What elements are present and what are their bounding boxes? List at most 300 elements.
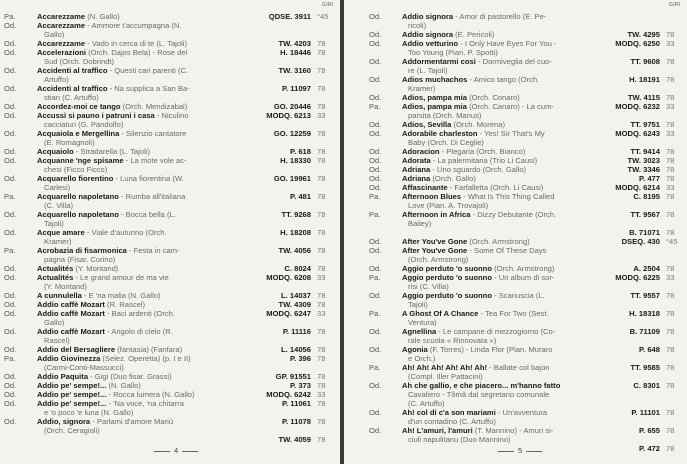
entry-title: Addio Giovinezza	[37, 354, 101, 363]
entry-continuation	[344, 84, 687, 93]
catalog-entry	[344, 39, 687, 57]
rpm-speed: 78	[666, 75, 675, 84]
catalog-number: H. 18191	[629, 75, 660, 84]
entry-text	[37, 48, 187, 57]
entry-prefix: Pa.	[369, 273, 381, 282]
entry-title: Ah! col di c'a son mariami	[402, 408, 496, 417]
catalog-number: GO. 19961	[273, 174, 311, 183]
entry-performer: (R. Rascel)	[104, 300, 146, 309]
rpm-speed: 78	[317, 228, 326, 237]
entry-line	[0, 48, 340, 57]
entry-title: Aggio perduto 'o suonno	[402, 291, 492, 300]
entry-prefix: Od.	[4, 309, 17, 318]
entry-prefix: Od.	[4, 174, 17, 183]
entry-title: Afternoon in Africa	[402, 210, 471, 219]
continuation-text: stian (C. Artuffo)	[44, 93, 99, 102]
entry-performer: (Selez. Operetta) (p. I e II)	[100, 354, 191, 363]
catalog-number: TT. 9414	[630, 147, 660, 156]
rpm-speed: 78	[666, 426, 675, 435]
catalog-number: TT. 9268	[281, 210, 311, 219]
continuation-text: (Orch. Ceragioli)	[44, 426, 100, 435]
entry-text	[402, 165, 526, 174]
entry-performer: - Na supplica a San Ba-	[107, 84, 190, 93]
continuation-text: ciuli napulitanu (Duo Mannino)	[408, 435, 511, 444]
rpm-speed: 78	[666, 264, 675, 273]
continuation-text: re (L. Tajoli)	[408, 66, 448, 75]
catalog-number: L. 14037	[281, 291, 311, 300]
catalog-number: TW. 4309	[278, 300, 311, 309]
catalog-entry	[0, 273, 340, 291]
entry-title: Addio signora	[402, 30, 454, 39]
catalog-number: C. 8301	[633, 381, 660, 390]
rpm-speed: 78	[666, 156, 675, 165]
entry-performer: - Some Of These Days	[467, 246, 547, 255]
entry-title: Accarezzame	[37, 12, 86, 21]
entry-performer: - What Is This Thing Called	[461, 192, 555, 201]
entry-line	[344, 75, 687, 84]
continuation-text: rale scuola « Rinnovata »)	[408, 336, 497, 345]
entry-text	[402, 120, 505, 129]
entry-text	[402, 363, 550, 372]
left-page	[0, 0, 340, 464]
catalog-number: MODQ. 6242	[266, 390, 311, 399]
catalog-entry	[0, 372, 340, 381]
entry-prefix: Od.	[369, 246, 382, 255]
entry-text	[37, 246, 180, 255]
entry-performer: - E 'na malia (N. Gallo)	[81, 291, 161, 300]
rpm-speed: 33	[666, 183, 675, 192]
continuation-text: e 'o poco 'e luna (N. Gallo)	[44, 408, 134, 417]
entry-line	[344, 165, 687, 174]
catalog-number: GP. 91551	[275, 372, 311, 381]
continuation-text: Tajoli)	[408, 300, 428, 309]
rpm-speed: 78	[317, 372, 326, 381]
entry-title: Addormentarmi così	[402, 57, 476, 66]
entry-line	[0, 390, 340, 399]
entry-title: Ah che gallio, e che piacero... m'hanno fatto	[402, 381, 561, 390]
entry-prefix: Od.	[369, 381, 382, 390]
rpm-speed: 78	[666, 30, 675, 39]
entry-line	[0, 381, 340, 390]
catalog-entry	[344, 165, 687, 174]
catalog-number: TW. 4059	[278, 435, 311, 444]
entry-line	[0, 273, 340, 282]
catalog-entry	[0, 102, 340, 111]
entry-title: Acquaiola e Mergellina	[37, 129, 120, 138]
catalog-entry	[344, 57, 687, 75]
entry-text	[37, 156, 187, 165]
entry-title: Actualités	[37, 273, 74, 282]
rpm-speed: 78	[666, 210, 675, 219]
catalog-entry	[0, 300, 340, 309]
entry-text	[37, 399, 184, 408]
catalog-number: P. 11116	[282, 327, 311, 336]
entry-performer: - Farfalletta (Orch. Li Causi)	[447, 183, 544, 192]
entry-performer: - Amico tango (Orch.	[467, 75, 540, 84]
entry-performer: - Yes! Sir That's My	[477, 129, 545, 138]
entry-title: Adriana	[402, 165, 431, 174]
entry-line	[0, 12, 340, 21]
entry-title: Addio caffè Mozart	[37, 309, 105, 318]
catalog-number: TW. 4203	[278, 39, 311, 48]
entry-line	[344, 273, 687, 282]
entry-text	[37, 354, 191, 363]
continuation-text: (Y. Montand)	[44, 282, 87, 291]
entry-continuation	[344, 111, 687, 120]
catalog-entry	[344, 246, 687, 264]
entry-line	[0, 327, 340, 336]
entry-prefix: Od.	[369, 426, 382, 435]
rpm-column-header: GIRI	[669, 2, 681, 8]
entry-line	[0, 147, 340, 156]
entry-line	[0, 372, 340, 381]
entry-prefix: Od.	[369, 39, 382, 48]
entry-line	[344, 120, 687, 129]
catalog-entry	[344, 75, 687, 93]
entry-prefix: Pa.	[369, 309, 381, 318]
entry-line	[344, 345, 687, 354]
rpm-speed: 78	[666, 408, 675, 417]
entry-line	[344, 12, 687, 21]
entry-performer: - Dizzy Debutante (Orch.	[470, 210, 557, 219]
catalog-number: MODQ. 6214	[615, 183, 660, 192]
rpm-speed: 78	[317, 300, 326, 309]
rpm-speed: 78	[317, 417, 326, 426]
catalog-entry	[0, 12, 340, 21]
entry-prefix: Od.	[369, 345, 382, 354]
entry-title: Addio del Bersagliere	[37, 345, 116, 354]
catalog-number: TW. 3346	[627, 165, 660, 174]
entry-title: After You've Gone	[402, 237, 468, 246]
right-page	[344, 0, 687, 464]
entry-text	[402, 327, 555, 336]
catalog-number: P. 648	[639, 345, 660, 354]
rpm-speed: 33	[317, 273, 326, 282]
entry-prefix: Od.	[4, 66, 17, 75]
entry-title: Acquaiolo	[37, 147, 74, 156]
entry-prefix: Od.	[369, 264, 382, 273]
entry-title: A cunnulella	[37, 291, 82, 300]
catalog-number: TW. 4056	[278, 246, 311, 255]
catalog-entry	[0, 39, 340, 48]
continuation-text: Baby (Orch. Di Ceglie)	[408, 138, 484, 147]
entry-line	[344, 183, 687, 192]
entry-text	[37, 417, 173, 426]
entry-text	[402, 147, 525, 156]
entry-title: Addio pe' sempe!...	[37, 390, 107, 399]
catalog-entry	[0, 291, 340, 300]
entry-performer: - Un'avventura	[495, 408, 548, 417]
entry-continuation	[344, 354, 687, 363]
entry-line	[0, 435, 340, 444]
entry-line	[344, 210, 687, 219]
entry-title: Accidenti al traffico	[37, 66, 108, 75]
catalog-entry	[0, 264, 340, 273]
entry-line	[344, 426, 687, 435]
entry-text	[37, 327, 173, 336]
entry-continuation	[0, 57, 340, 66]
entry-continuation	[0, 363, 340, 372]
entry-performer: - Bocca bella (L.	[118, 210, 176, 219]
entry-text	[37, 129, 186, 138]
catalog-entry	[344, 291, 687, 309]
catalog-number: MODQ. 6243	[615, 129, 660, 138]
entry-continuation	[344, 399, 687, 408]
page-number-value: 5	[518, 446, 523, 455]
entry-text	[37, 228, 167, 237]
entry-line	[0, 192, 340, 201]
entry-line	[344, 129, 687, 138]
catalog-number: B. 71109	[629, 327, 660, 336]
entry-text	[402, 75, 539, 84]
entry-line	[0, 354, 340, 363]
entry-continuation	[344, 48, 687, 57]
catalog-number: P. 655	[639, 426, 660, 435]
entry-performer: - Scanuscia (L.	[491, 291, 545, 300]
entry-continuation	[344, 219, 687, 228]
catalog-entry	[0, 21, 340, 39]
continuation-text: Gallo)	[44, 30, 65, 39]
entry-line	[344, 156, 687, 165]
catalog-number: TT. 9608	[630, 57, 660, 66]
entry-prefix: Pa.	[4, 12, 16, 21]
entry-performer: - Gigi (Duo fisar. Grassi)	[88, 372, 172, 381]
entry-performer: - Un album di sor-	[491, 273, 555, 282]
catalog-entry	[344, 129, 687, 147]
entry-text	[37, 273, 169, 282]
entry-continuation	[344, 282, 687, 291]
entry-text	[37, 210, 176, 219]
entry-line	[344, 39, 687, 48]
entry-line	[0, 129, 340, 138]
entry-text	[37, 381, 141, 390]
entry-text	[402, 246, 546, 255]
catalog-entry	[0, 210, 340, 228]
entry-line	[0, 291, 340, 300]
catalog-number: L. 14056	[281, 345, 311, 354]
continuation-text: (C. Villa)	[44, 201, 73, 210]
catalog-number: P. 618	[290, 147, 311, 156]
entry-continuation	[344, 138, 687, 147]
entry-prefix: Od.	[369, 183, 382, 192]
entry-text	[37, 192, 185, 201]
entry-title: Acquarello fiorentino	[37, 174, 114, 183]
catalog-entry	[344, 327, 687, 345]
entry-text	[37, 12, 120, 21]
catalog-entry	[344, 345, 687, 363]
entry-title: Addio caffè Mozart	[37, 327, 105, 336]
entry-continuation	[344, 300, 687, 309]
entry-continuation	[0, 336, 340, 345]
continuation-text: Love (Pian. A. Trovajoli)	[408, 201, 489, 210]
entry-performer: - Tea For Two (Sest.	[478, 309, 549, 318]
entry-prefix: Od.	[4, 273, 17, 282]
entry-prefix: Od.	[369, 237, 382, 246]
entry-performer: - Plegaria (Orch. Bianco)	[439, 147, 526, 156]
catalog-entry	[0, 48, 340, 66]
entry-line	[344, 30, 687, 39]
entry-prefix: Od.	[4, 156, 17, 165]
entry-performer: (fantasia) (Fanfara)	[115, 345, 183, 354]
entry-text	[37, 102, 187, 111]
entry-prefix: Od.	[369, 120, 382, 129]
entry-performer: - Rumba all'italiana	[118, 192, 186, 201]
entry-prefix: Od.	[369, 174, 382, 183]
entry-title: Adorata	[402, 156, 431, 165]
catalog-entry	[0, 228, 340, 246]
entry-performer: - 'Na voce, 'na chitarra	[106, 399, 184, 408]
rpm-speed: 78	[666, 363, 675, 372]
entry-text	[402, 273, 554, 282]
entry-performer: (Orch. Morena)	[451, 120, 505, 129]
entry-title: Ah! Ah! Ah! Ah! Ah! Ah!	[402, 363, 488, 372]
entry-text	[37, 309, 175, 318]
entry-title: Addio caffè Mozart	[37, 300, 105, 309]
entry-prefix: Od.	[4, 372, 17, 381]
rpm-speed: 78	[666, 93, 675, 102]
entry-performer: - Stradarella (L. Tajoli)	[73, 147, 150, 156]
entry-text	[402, 93, 520, 102]
entry-prefix: Od.	[4, 381, 17, 390]
entry-line	[0, 21, 340, 30]
rpm-speed: 78	[317, 345, 326, 354]
entry-prefix: Pa.	[369, 210, 381, 219]
entry-prefix: Od.	[4, 39, 17, 48]
rpm-speed: °45	[666, 237, 678, 246]
catalog-entry	[0, 309, 340, 327]
rpm-speed: 78	[666, 192, 675, 201]
entry-line	[0, 264, 340, 273]
page-number	[150, 446, 202, 455]
entry-line	[344, 309, 687, 318]
continuation-text: Carlesi)	[44, 183, 71, 192]
continuation-text: parsita (Orch. Manus)	[408, 111, 482, 120]
entry-title: Adios muchachos	[402, 75, 468, 84]
continuation-text: risi (C. Villa)	[408, 282, 449, 291]
catalog-number: MODQ. 6247	[266, 309, 311, 318]
catalog-number: TT. 9585	[630, 363, 660, 372]
rpm-speed: 78	[317, 102, 326, 111]
catalog-number: P. 472	[639, 444, 660, 453]
entry-performer: (F. Torres) - Linda Flor (Pian. Muraro	[427, 345, 553, 354]
entry-continuation	[0, 201, 340, 210]
catalog-entry	[344, 102, 687, 120]
entry-continuation	[0, 219, 340, 228]
entry-continuation	[344, 318, 687, 327]
entry-performer: (Orch. Conaro)	[467, 93, 520, 102]
continuation-text: (Orch. Armstrong)	[408, 255, 469, 264]
catalog-entry	[0, 174, 340, 192]
rpm-speed: 78	[666, 165, 675, 174]
entry-line	[0, 84, 340, 93]
entry-performer: - Questi cari parenti (C.	[107, 66, 189, 75]
entry-title: Adorabile charleston	[402, 129, 478, 138]
rpm-speed: 78	[317, 192, 326, 201]
entry-text	[37, 264, 118, 273]
entry-text	[37, 174, 184, 183]
entry-prefix: Pa.	[4, 192, 16, 201]
catalog-entry	[344, 426, 687, 444]
entry-performer: - Luna fiorentina (W.	[113, 174, 184, 183]
entry-prefix: Pa.	[4, 354, 16, 363]
catalog-number: TT. 9751	[630, 120, 660, 129]
catalog-number: TW. 3160	[278, 66, 311, 75]
rpm-speed: 78	[666, 228, 675, 237]
entry-line	[344, 228, 687, 237]
rpm-speed: 78	[317, 291, 326, 300]
entry-title: Adios, pampa mia	[402, 93, 467, 102]
entry-performer: - Baci ardenti (Orch.	[104, 309, 175, 318]
entry-line	[344, 363, 687, 372]
entry-prefix: Od.	[4, 48, 17, 57]
entry-prefix: Od.	[369, 57, 382, 66]
entry-line	[0, 174, 340, 183]
entry-line	[0, 210, 340, 219]
page-number	[494, 446, 546, 455]
catalog-number: H. 18318	[629, 309, 660, 318]
entry-performer: - Rocca lumera (N. Gallo)	[106, 390, 195, 399]
rpm-speed: 33	[317, 390, 326, 399]
entry-line	[344, 291, 687, 300]
entry-title: After You've Gone	[402, 246, 468, 255]
entry-performer: - Niculino	[154, 111, 189, 120]
continuation-text: Cavaliero - Tômâ dal segretario comunale	[408, 390, 550, 399]
entry-performer: (N. Gallo)	[85, 12, 120, 21]
rpm-speed: 78	[317, 399, 326, 408]
rpm-speed: °45	[317, 12, 329, 21]
catalog-entry	[0, 66, 340, 84]
rpm-speed: 78	[317, 66, 326, 75]
entry-continuation	[344, 372, 687, 381]
catalog-number: B. 71071	[629, 228, 660, 237]
catalog-number: TW. 4115	[627, 93, 660, 102]
entry-prefix: Od.	[4, 390, 17, 399]
continuation-text: e Orch.)	[408, 354, 436, 363]
entry-continuation	[0, 318, 340, 327]
entry-line	[344, 93, 687, 102]
entry-continuation	[0, 138, 340, 147]
entry-text	[402, 210, 556, 219]
catalog-number: MODQ. 6225	[615, 273, 660, 282]
catalog-entry	[0, 345, 340, 354]
catalog-entry	[344, 192, 687, 210]
catalog-entry	[344, 183, 687, 192]
rpm-speed: 78	[666, 57, 675, 66]
entry-line	[344, 57, 687, 66]
entry-text	[402, 129, 545, 138]
catalog-number: C. 8195	[633, 192, 660, 201]
rpm-speed: 78	[317, 354, 326, 363]
entry-prefix: Od.	[4, 291, 17, 300]
continuation-text: Ventura)	[408, 318, 437, 327]
entry-text	[37, 84, 190, 93]
entry-line	[344, 246, 687, 255]
entry-line	[344, 174, 687, 183]
continuation-text: chesi (Ficco Ficco)	[44, 165, 108, 174]
catalog-entry	[344, 408, 687, 426]
entry-continuation	[0, 282, 340, 291]
entry-title: Acrobazia di fisarmonica	[37, 246, 127, 255]
entry-text	[37, 390, 195, 399]
entry-continuation	[0, 75, 340, 84]
catalog-entry	[0, 390, 340, 399]
entry-text	[37, 372, 172, 381]
rpm-speed: 78	[666, 120, 675, 129]
catalog-entry	[344, 363, 687, 381]
entry-title: Actualités	[37, 264, 74, 273]
continuation-text: Tajoli)	[44, 219, 64, 228]
catalog-entry	[0, 417, 340, 435]
